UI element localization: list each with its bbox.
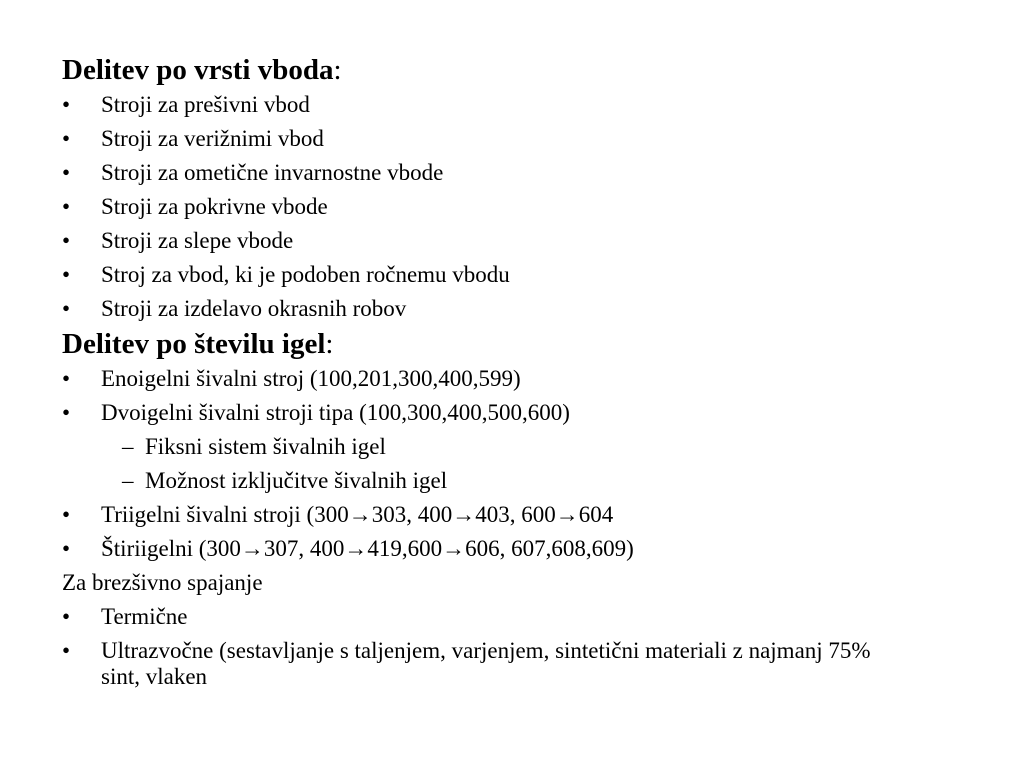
heading-colon: : — [325, 328, 334, 360]
list-item — [62, 362, 962, 396]
bullet-icon: • — [62, 194, 71, 219]
bullet-icon: • — [62, 638, 71, 663]
list-item-text: Stroj za vbod, ki je podoben ročnemu vbodu — [101, 262, 510, 287]
bullet-icon: • — [62, 366, 71, 391]
heading-text: Delitev po vrsti vboda — [62, 54, 334, 86]
slide-content — [62, 52, 962, 690]
list-item — [62, 532, 962, 566]
bullet-icon: • — [62, 228, 71, 253]
list-item-text: Stroji za prešivni vbod — [101, 92, 310, 117]
heading-colon: : — [333, 54, 342, 86]
bullet-icon: • — [62, 296, 71, 321]
heading-seamless-joining: Za brezšivno spajanje — [62, 570, 263, 595]
bullet-icon: • — [62, 160, 71, 185]
list-item — [62, 396, 962, 430]
list-item — [62, 600, 962, 634]
list-item-text: Stroji za verižnimi vbod — [101, 126, 324, 151]
list-item-text: Termične — [101, 604, 188, 629]
list-item — [62, 122, 962, 156]
list-item-text: Stroji za ometične invarnostne vbode — [101, 160, 444, 185]
list-item — [62, 156, 962, 190]
list-item — [62, 292, 962, 326]
bullet-icon: • — [62, 92, 71, 117]
heading-stitch-type — [62, 52, 962, 88]
dash-icon: – — [122, 434, 134, 459]
list-item-text: Stroji za pokrivne vbode — [101, 194, 328, 219]
list-item — [62, 634, 901, 690]
bullet-icon: • — [62, 262, 71, 287]
list-item-text: Triigelni šivalni stroji (300→303, 400→403, 600→604 — [101, 502, 614, 527]
bullet-icon: • — [62, 604, 71, 629]
list-item-text: Stroji za slepe vbode — [101, 228, 294, 253]
sub-list-item-text: Fiksni sistem šivalnih igel — [145, 434, 386, 459]
list-item — [62, 88, 962, 122]
sub-list-item — [62, 430, 962, 464]
list-item-text: Ultrazvočne (sestavljanje s taljenjem, varjenjem, sintetični materiali z najmanj 75% sint, vlaken — [101, 638, 871, 689]
list-item-text: Dvoigelni šivalni stroji tipa (100,300,400,500,600) — [101, 400, 570, 425]
bullet-icon: • — [62, 400, 71, 425]
list-item-text: Stroji za izdelavo okrasnih robov — [101, 296, 407, 321]
list-item — [62, 258, 962, 292]
dash-icon: – — [122, 468, 134, 493]
sub-list-item — [62, 464, 962, 498]
list-item-text: Štiriigelni (300→307, 400→419,600→606, 607,608,609) — [101, 536, 634, 561]
heading-text: Delitev po številu igel — [62, 328, 326, 360]
list-item — [62, 190, 962, 224]
list-item-text: Enoigelni šivalni stroj (100,201,300,400,599) — [101, 366, 521, 391]
list-item — [62, 224, 962, 258]
bullet-icon: • — [62, 126, 71, 151]
bullet-icon: • — [62, 536, 71, 561]
heading-needle-count — [62, 326, 962, 362]
sub-list-item-text: Možnost izključitve šivalnih igel — [145, 468, 448, 493]
bullet-icon: • — [62, 502, 71, 527]
list-item — [62, 498, 962, 532]
